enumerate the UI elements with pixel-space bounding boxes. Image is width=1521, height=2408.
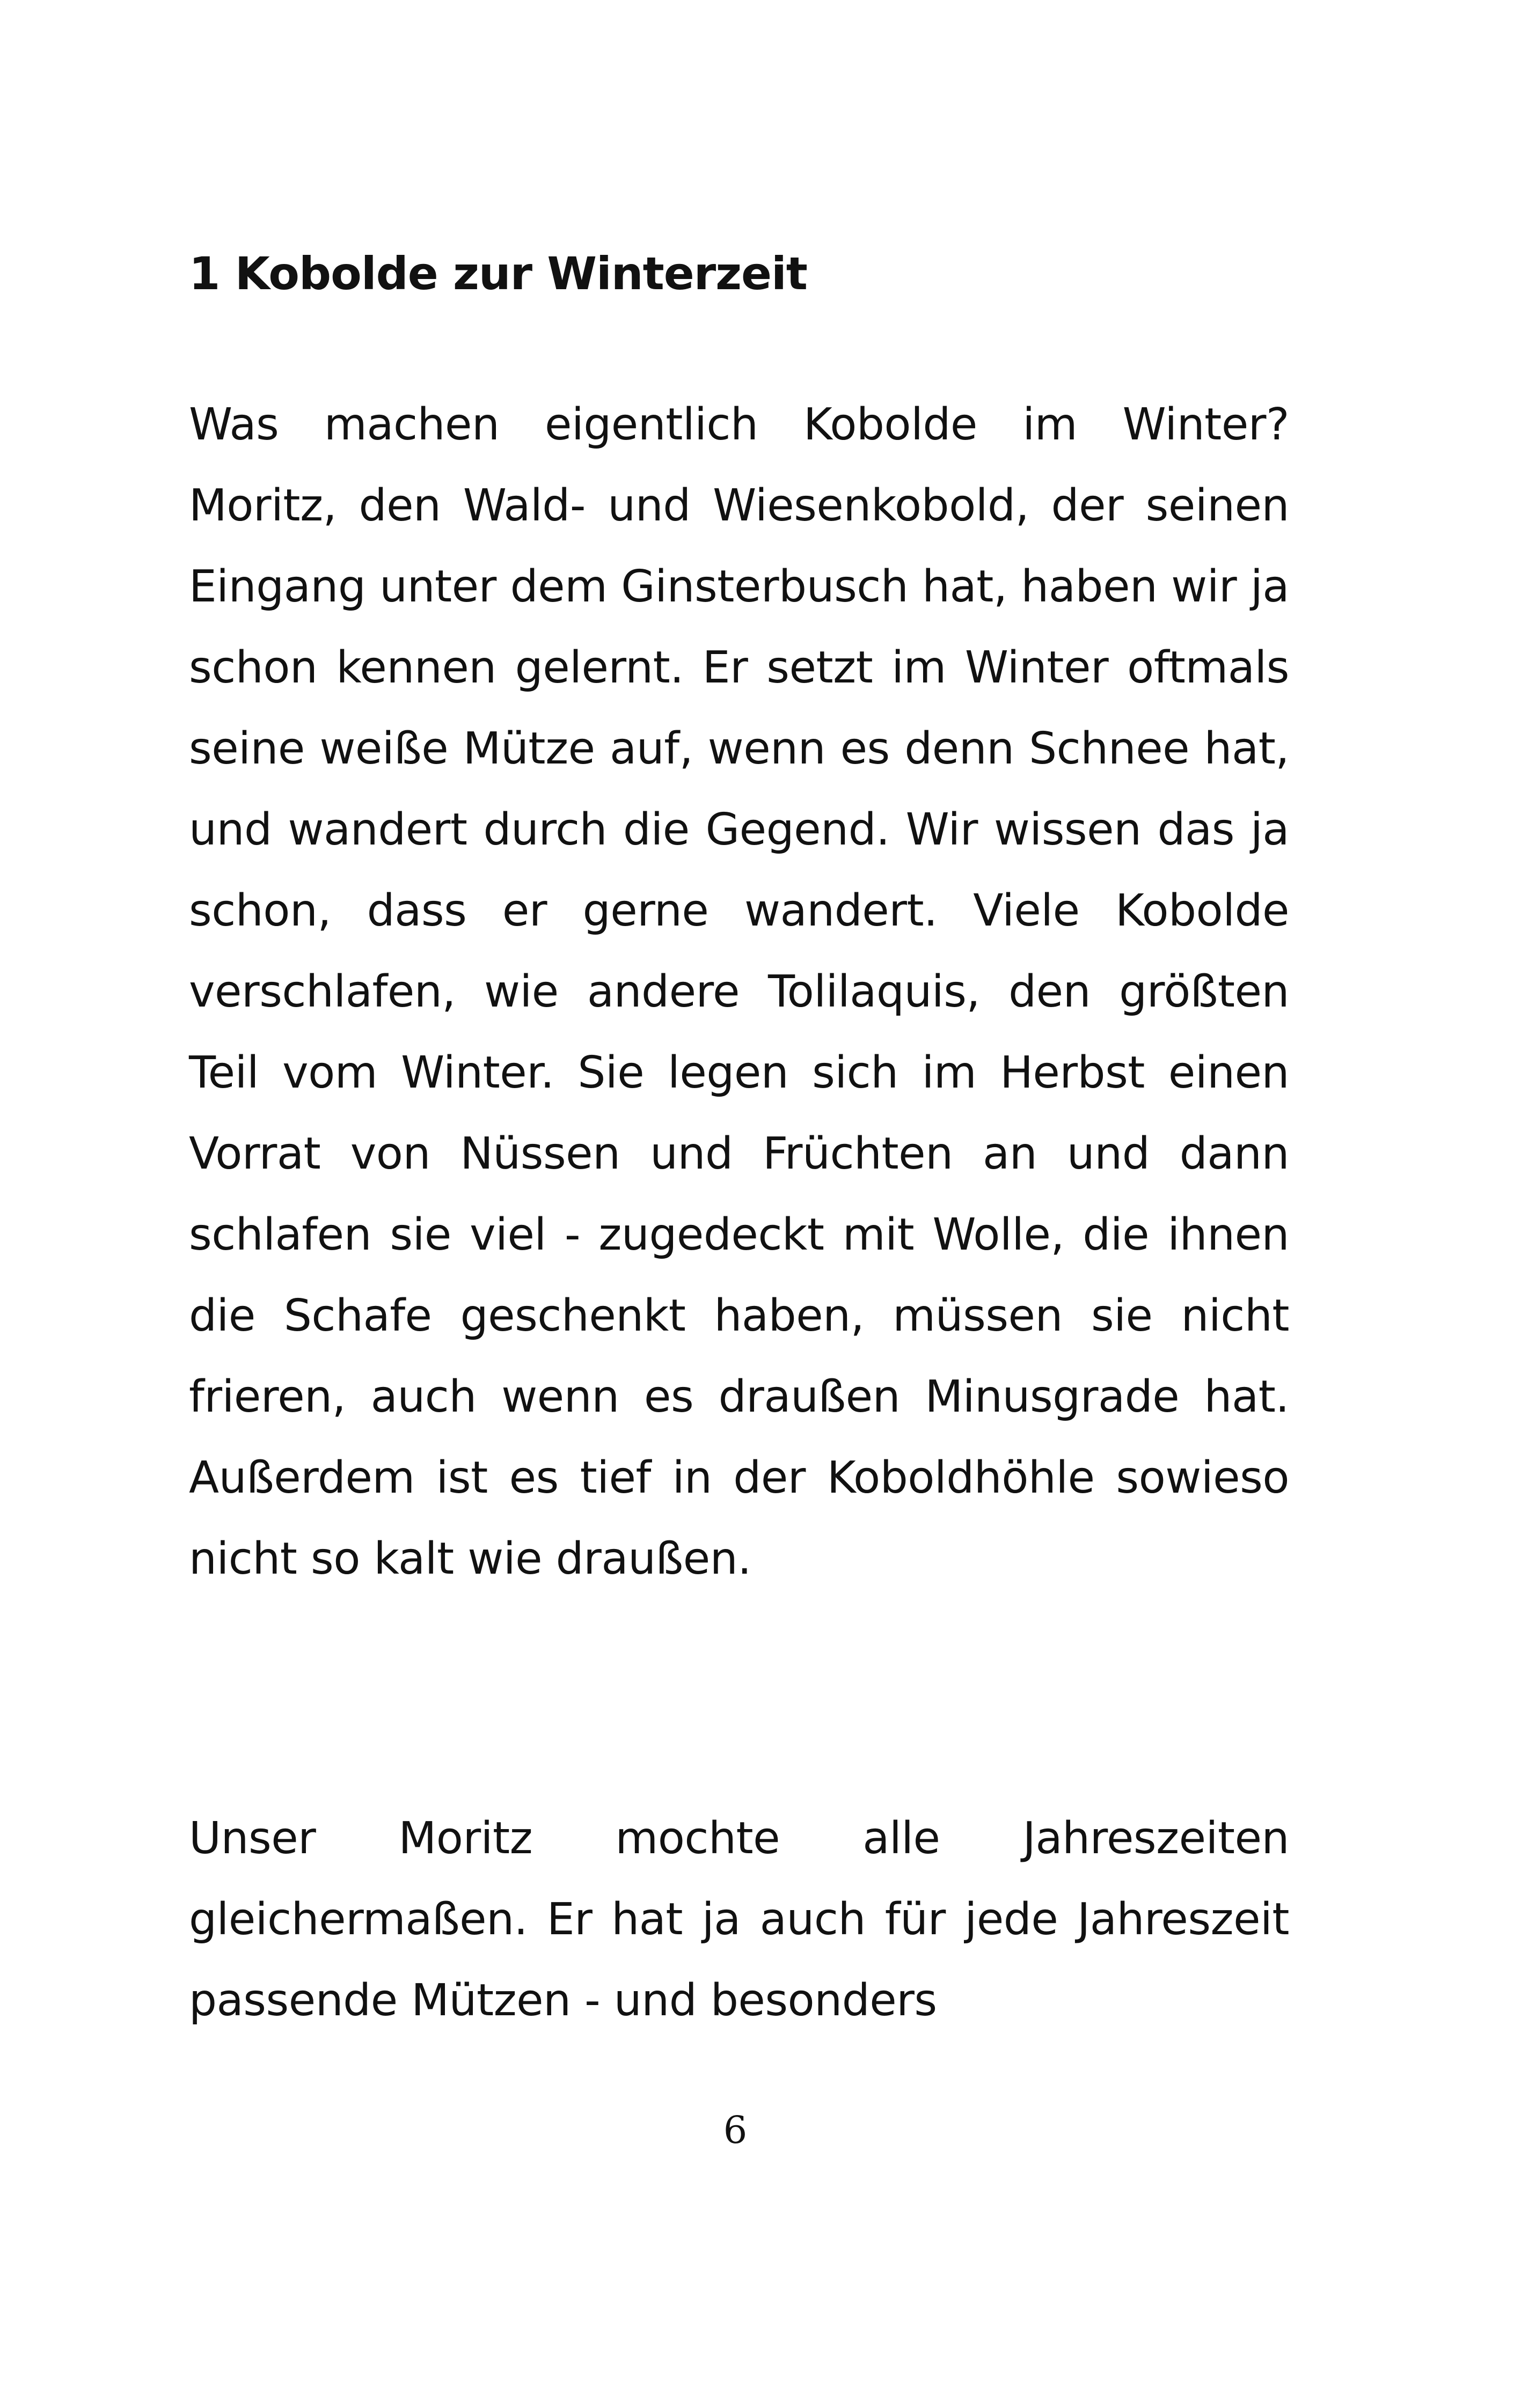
paragraph-1: Was machen eigentlich Kobolde im Winter? Moritz, den Wald- und Wiesenkobold, der seinen Eingang unter dem Ginsterbusch hat, haben wir ja schon kennen gelernt. Er setzt im Winter oftmals seine weiße Mütze auf, wenn es denn Schnee hat, und wandert durch die Gegend. Wir wissen das ja schon, dass er gerne wandert. Viele Kobolde verschlafen, wie andere Tolilaquis, den größten Teil vom Winter. Sie legen sich im Herbst einen Vorrat von Nüssen und Früchten an und dann schlafen sie viel - zugedeckt mit Wolle, die ihnen die Schafe geschenkt haben, müssen sie nicht frieren, auch wenn es draußen Minusgrade hat. Außerdem ist es tief in der Koboldhöhle sowieso nicht so kalt wie draußen. — [189, 399, 1289, 1584]
paragraph-2: Unser Moritz mochte alle Jahreszeiten gleichermaßen. Er hat ja auch für jede Jahreszeit passende Mützen - und besonders — [189, 1813, 1289, 2026]
page-number: 6 — [723, 2108, 748, 2152]
chapter-title: 1 Kobolde zur Winterzeit — [189, 247, 807, 300]
